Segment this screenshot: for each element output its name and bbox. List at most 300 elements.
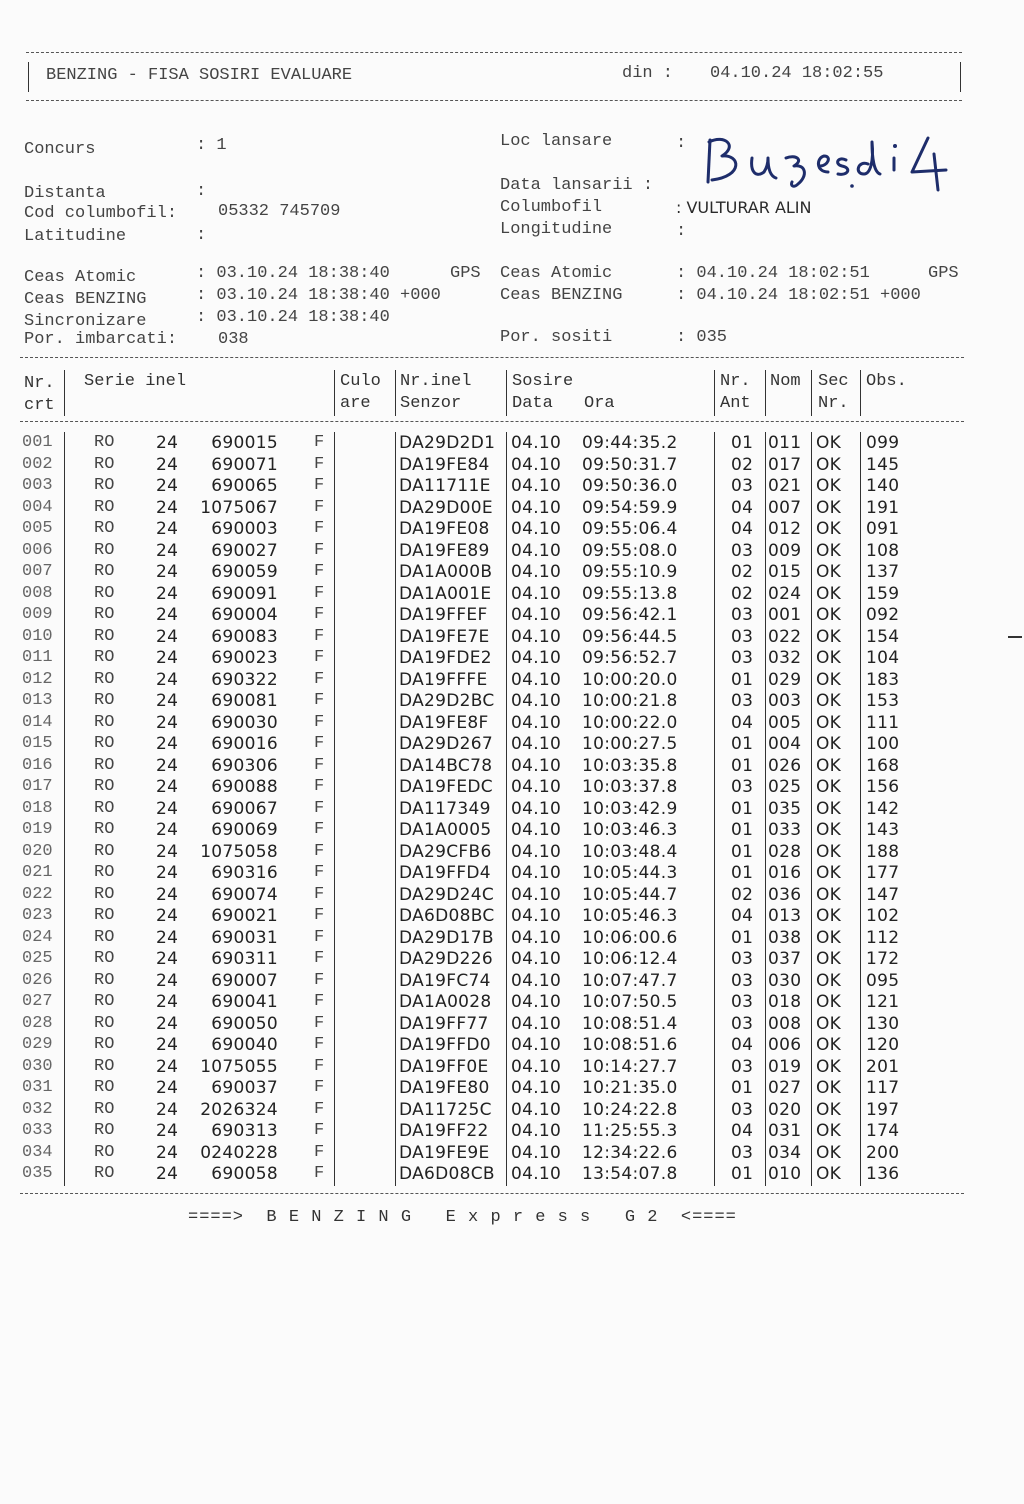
cell-obs: 153: [866, 691, 900, 711]
cell-nom: 032: [768, 648, 802, 668]
cell-country: RO: [94, 670, 115, 689]
cell-ant: 03: [731, 1100, 754, 1120]
cell-year: 24: [156, 777, 179, 797]
cell-senzor: DA19FE7E: [399, 627, 490, 647]
cell-country: RO: [94, 648, 115, 667]
cell-date: 04.10: [511, 906, 562, 926]
cell-sec: OK: [816, 648, 842, 668]
cell-crt: 003: [22, 476, 53, 495]
cell-year: 24: [156, 541, 179, 561]
cell-senzor: DA19FE9E: [399, 1143, 490, 1163]
cell-senzor: DA29D24C: [399, 885, 495, 905]
cell-sex: F: [314, 476, 325, 495]
cell-ant: 03: [731, 691, 754, 711]
cell-sec: OK: [816, 627, 842, 647]
cell-senzor: DA29D2BC: [399, 691, 495, 711]
header-bottom-border: [26, 100, 962, 101]
cell-country: RO: [94, 541, 115, 560]
cell-year: 24: [156, 799, 179, 819]
cell-sec: OK: [816, 906, 842, 926]
ceas-atomic-left-label: Ceas Atomic: [24, 268, 137, 287]
th-are: are: [340, 394, 371, 413]
cell-year: 24: [156, 498, 179, 518]
cell-year: 24: [156, 906, 179, 926]
cell-ant: 03: [731, 992, 754, 1012]
cell-date: 04.10: [511, 842, 562, 862]
cell-time: 10:03:37.8: [582, 777, 678, 797]
cell-senzor: DA1A001E: [399, 584, 492, 604]
cell-ant: 03: [731, 605, 754, 625]
cell-obs: 099: [866, 433, 900, 453]
th-ant: Ant: [720, 394, 751, 413]
cell-year: 24: [156, 863, 179, 883]
cell-sex: F: [314, 433, 325, 452]
cell-time: 09:55:10.9: [582, 562, 678, 582]
cell-senzor: DA19FFFE: [399, 670, 488, 690]
cell-country: RO: [94, 1143, 115, 1162]
cell-crt: 010: [22, 627, 53, 646]
cell-sex: F: [314, 1100, 325, 1119]
cell-nom: 013: [768, 906, 802, 926]
cell-crt: 031: [22, 1078, 53, 1097]
cell-sec: OK: [816, 863, 842, 883]
cell-sec: OK: [816, 1164, 842, 1184]
report-date-value: 04.10.24 18:02:55: [710, 64, 884, 83]
cell-nom: 010: [768, 1164, 802, 1184]
cell-time: 09:55:13.8: [582, 584, 678, 604]
th-serie-inel: Serie inel: [84, 372, 187, 391]
cell-ant: 03: [731, 648, 754, 668]
cell-senzor: DA29D267: [399, 734, 493, 754]
cell-obs: 156: [866, 777, 900, 797]
cell-sex: F: [314, 1035, 325, 1054]
cell-ring: 690306: [211, 756, 278, 776]
cell-country: RO: [94, 1164, 115, 1183]
cell-ant: 02: [731, 562, 754, 582]
cell-time: 09:54:59.9: [582, 498, 678, 518]
cell-senzor: DA29D226: [399, 949, 493, 969]
ceas-benzing-left-label: Ceas BENZING: [24, 290, 147, 309]
cell-crt: 006: [22, 541, 53, 560]
cell-obs: 168: [866, 756, 900, 776]
cell-senzor: DA19FF77: [399, 1014, 489, 1034]
cell-nom: 030: [768, 971, 802, 991]
cell-ring: 690037: [211, 1078, 278, 1098]
th-sec: Sec: [818, 372, 849, 391]
cell-sec: OK: [816, 670, 842, 690]
cell-country: RO: [94, 627, 115, 646]
cell-senzor: DA1A000B: [399, 562, 493, 582]
cell-senzor: DA19FFEF: [399, 605, 488, 625]
cell-sec: OK: [816, 799, 842, 819]
cell-sex: F: [314, 1014, 325, 1033]
report-date-label: din :: [622, 64, 674, 83]
cell-date: 04.10: [511, 713, 562, 733]
columbofil-label: Columbofil: [500, 198, 603, 217]
cell-sex: F: [314, 519, 325, 538]
th-obs: Obs.: [866, 372, 907, 391]
cell-senzor: DA19FFD4: [399, 863, 491, 883]
ceas-atomic-right-suffix: GPS: [928, 264, 959, 283]
cell-ring: 1075067: [200, 498, 278, 518]
imbarcati-value: 038: [218, 330, 249, 349]
cell-crt: 030: [22, 1057, 53, 1076]
cell-nom: 019: [768, 1057, 802, 1077]
cell-crt: 024: [22, 928, 53, 947]
cell-crt: 021: [22, 863, 53, 882]
cell-ant: 04: [731, 906, 754, 926]
cell-obs: 120: [866, 1035, 900, 1055]
cell-crt: 017: [22, 777, 53, 796]
table-bottom-border: [20, 1193, 964, 1194]
cell-ring: 690058: [211, 1164, 278, 1184]
distanta-label: Distanta: [24, 184, 106, 203]
cell-senzor: DA19FEDC: [399, 777, 493, 797]
cell-ring: 690021: [211, 906, 278, 926]
cell-date: 04.10: [511, 863, 562, 883]
cell-senzor: DA19FE08: [399, 519, 490, 539]
cell-sex: F: [314, 1164, 325, 1183]
cell-crt: 016: [22, 756, 53, 775]
cell-time: 10:03:42.9: [582, 799, 678, 819]
cell-crt: 033: [22, 1121, 53, 1140]
ceas-benzing-left-value: : 03.10.24 18:38:40 +000: [196, 286, 441, 305]
sincronizare-label: Sincronizare: [24, 312, 147, 331]
cell-year: 24: [156, 433, 179, 453]
cell-ant: 03: [731, 971, 754, 991]
cell-year: 24: [156, 734, 179, 754]
cell-sec: OK: [816, 541, 842, 561]
col-sep-ant-body: [714, 432, 715, 1186]
cell-ant: 02: [731, 584, 754, 604]
header-right-border: [960, 62, 961, 92]
cell-time: 10:08:51.6: [582, 1035, 678, 1055]
cell-date: 04.10: [511, 992, 562, 1012]
cell-sec: OK: [816, 885, 842, 905]
cell-sex: F: [314, 949, 325, 968]
cell-sex: F: [314, 777, 325, 796]
cell-ring: 690059: [211, 562, 278, 582]
distanta-value: :: [196, 182, 207, 201]
cell-nom: 026: [768, 756, 802, 776]
col-sep-obs-header: [860, 370, 861, 416]
cell-ant: 01: [731, 734, 754, 754]
sositi-value: : 035: [676, 328, 728, 347]
cell-sec: OK: [816, 433, 842, 453]
cell-senzor: DA19FE8F: [399, 713, 489, 733]
cell-senzor: DA19FF0E: [399, 1057, 489, 1077]
cell-sec: OK: [816, 713, 842, 733]
cell-country: RO: [94, 777, 115, 796]
th-crt: crt: [24, 396, 55, 415]
cell-crt: 014: [22, 713, 53, 732]
th-nr-inel: Nr.inel: [400, 372, 472, 391]
cell-sec: OK: [816, 734, 842, 754]
cell-date: 04.10: [511, 1014, 562, 1034]
cell-nom: 037: [768, 949, 802, 969]
cell-time: 10:07:47.7: [582, 971, 678, 991]
cell-senzor: DA11725C: [399, 1100, 492, 1120]
cell-senzor: DA1A0005: [399, 820, 492, 840]
cell-time: 10:05:46.3: [582, 906, 678, 926]
th-ora: Ora: [584, 394, 615, 413]
cell-date: 04.10: [511, 519, 562, 539]
cell-obs: 091: [866, 519, 900, 539]
cell-time: 10:00:20.0: [582, 670, 678, 690]
cell-sec: OK: [816, 777, 842, 797]
cell-sec: OK: [816, 949, 842, 969]
col-sep-sec-header: [811, 370, 812, 416]
cell-country: RO: [94, 734, 115, 753]
cell-year: 24: [156, 1100, 179, 1120]
cell-date: 04.10: [511, 1143, 562, 1163]
cell-sex: F: [314, 541, 325, 560]
cell-senzor: DA29CFB6: [399, 842, 492, 862]
cell-obs: 111: [866, 713, 900, 733]
cell-country: RO: [94, 498, 115, 517]
cell-ant: 01: [731, 1078, 754, 1098]
col-sep-obs-body: [860, 432, 861, 1186]
cell-senzor: DA19FFD0: [399, 1035, 491, 1055]
cell-senzor: DA6D08BC: [399, 906, 495, 926]
cell-date: 04.10: [511, 498, 562, 518]
col-sep-crt-header: [64, 370, 65, 416]
th-sec-nr: Nr.: [818, 394, 849, 413]
cell-obs: 197: [866, 1100, 900, 1120]
cell-country: RO: [94, 799, 115, 818]
cell-ant: 02: [731, 455, 754, 475]
longitudine-value: :: [676, 222, 687, 241]
cell-year: 24: [156, 713, 179, 733]
cell-year: 24: [156, 670, 179, 690]
cell-date: 04.10: [511, 476, 562, 496]
cell-crt: 034: [22, 1143, 53, 1162]
cell-sex: F: [314, 906, 325, 925]
cell-ant: 04: [731, 1121, 754, 1141]
cell-ring: 690311: [211, 949, 278, 969]
cell-nom: 018: [768, 992, 802, 1012]
cell-year: 24: [156, 1078, 179, 1098]
cell-crt: 023: [22, 906, 53, 925]
cell-ant: 04: [731, 498, 754, 518]
th-nom: Nom: [770, 372, 801, 391]
cell-date: 04.10: [511, 971, 562, 991]
ceas-atomic-right-label: Ceas Atomic: [500, 264, 613, 283]
cell-ant: 03: [731, 949, 754, 969]
cell-obs: 112: [866, 928, 900, 948]
cell-sec: OK: [816, 820, 842, 840]
cell-year: 24: [156, 1143, 179, 1163]
th-nr: Nr.: [24, 374, 55, 393]
cell-ring: 690313: [211, 1121, 278, 1141]
cell-ring: 1075058: [200, 842, 278, 862]
cell-year: 24: [156, 885, 179, 905]
cell-date: 04.10: [511, 1121, 562, 1141]
cell-year: 24: [156, 455, 179, 475]
cell-sex: F: [314, 992, 325, 1011]
cell-ant: 03: [731, 476, 754, 496]
cell-obs: 136: [866, 1164, 900, 1184]
cell-obs: 172: [866, 949, 900, 969]
cell-date: 04.10: [511, 1078, 562, 1098]
report-title: BENZING - FISA SOSIRI EVALUARE: [46, 66, 353, 85]
loc-lansare-label: Loc lansare: [500, 132, 613, 151]
cell-nom: 024: [768, 584, 802, 604]
cell-crt: 009: [22, 605, 53, 624]
cell-crt: 025: [22, 949, 53, 968]
cell-obs: 200: [866, 1143, 900, 1163]
col-sep-culo-body: [334, 432, 335, 1186]
cell-crt: 029: [22, 1035, 53, 1054]
cell-senzor: DA14BC78: [399, 756, 493, 776]
cell-ring: 690023: [211, 648, 278, 668]
cell-time: 09:50:36.0: [582, 476, 678, 496]
cell-crt: 007: [22, 562, 53, 581]
cell-sec: OK: [816, 756, 842, 776]
ceas-benzing-right-value: : 04.10.24 18:02:51 +000: [676, 286, 921, 305]
cell-sec: OK: [816, 691, 842, 711]
cell-sec: OK: [816, 1143, 842, 1163]
cell-sec: OK: [816, 605, 842, 625]
cell-country: RO: [94, 949, 115, 968]
cell-nom: 015: [768, 562, 802, 582]
cell-ant: 03: [731, 541, 754, 561]
cell-time: 09:56:44.5: [582, 627, 678, 647]
cell-ring: 690015: [211, 433, 278, 453]
cell-ant: 04: [731, 519, 754, 539]
cell-country: RO: [94, 756, 115, 775]
cell-date: 04.10: [511, 885, 562, 905]
cell-time: 09:55:06.4: [582, 519, 678, 539]
cell-obs: 154: [866, 627, 900, 647]
cell-crt: 008: [22, 584, 53, 603]
cell-date: 04.10: [511, 1100, 562, 1120]
cell-time: 10:21:35.0: [582, 1078, 678, 1098]
cell-country: RO: [94, 1100, 115, 1119]
cell-year: 24: [156, 1057, 179, 1077]
cell-ring: 0240228: [200, 1143, 278, 1163]
cell-sex: F: [314, 1057, 325, 1076]
th-culo: Culo: [340, 372, 381, 391]
cell-time: 09:44:35.2: [582, 433, 678, 453]
cell-ring: 690016: [211, 734, 278, 754]
cell-time: 10:03:35.8: [582, 756, 678, 776]
cell-crt: 002: [22, 455, 53, 474]
cell-date: 04.10: [511, 777, 562, 797]
cell-sex: F: [314, 971, 325, 990]
cell-country: RO: [94, 992, 115, 1011]
cell-obs: 121: [866, 992, 900, 1012]
th-sosire: Sosire: [512, 372, 574, 391]
cell-time: 10:06:12.4: [582, 949, 678, 969]
cell-date: 04.10: [511, 584, 562, 604]
cell-date: 04.10: [511, 1057, 562, 1077]
cell-senzor: DA117349: [399, 799, 491, 819]
cell-ring: 690083: [211, 627, 278, 647]
cell-sec: OK: [816, 455, 842, 475]
cell-sex: F: [314, 562, 325, 581]
cell-year: 24: [156, 1035, 179, 1055]
cell-nom: 004: [768, 734, 802, 754]
cell-ring: 690041: [211, 992, 278, 1012]
cell-nom: 001: [768, 605, 802, 625]
footer-banner: ====> B E N Z I N G E x p r e s s G 2 <====: [188, 1208, 737, 1227]
cell-crt: 028: [22, 1014, 53, 1033]
cell-date: 04.10: [511, 670, 562, 690]
cell-nom: 011: [768, 433, 802, 453]
cell-nom: 012: [768, 519, 802, 539]
cell-nom: 034: [768, 1143, 802, 1163]
col-sep-crt-body: [64, 432, 65, 1186]
cell-time: 10:05:44.3: [582, 863, 678, 883]
cell-senzor: DA1A0028: [399, 992, 492, 1012]
cell-senzor: DA11711E: [399, 476, 491, 496]
cell-ring: 690088: [211, 777, 278, 797]
cell-ant: 01: [731, 863, 754, 883]
cell-date: 04.10: [511, 605, 562, 625]
header-top-border: [26, 52, 962, 53]
cell-country: RO: [94, 433, 115, 452]
cell-nom: 029: [768, 670, 802, 690]
cell-time: 09:50:31.7: [582, 455, 678, 475]
cell-time: 10:00:27.5: [582, 734, 678, 754]
cell-obs: 188: [866, 842, 900, 862]
cell-obs: 102: [866, 906, 900, 926]
col-sep-nom-body: [765, 432, 766, 1186]
cell-sex: F: [314, 885, 325, 904]
cell-date: 04.10: [511, 734, 562, 754]
cell-ring: 690069: [211, 820, 278, 840]
cell-country: RO: [94, 562, 115, 581]
cell-date: 04.10: [511, 949, 562, 969]
cod-columbofil-label: Cod columbofil:: [24, 204, 178, 223]
cell-sec: OK: [816, 1014, 842, 1034]
cell-ring: 2026324: [200, 1100, 278, 1120]
th-nr-ant: Nr.: [720, 372, 751, 391]
col-sep-nom-header: [765, 370, 766, 416]
longitudine-label: Longitudine: [500, 220, 613, 239]
cell-ant: 03: [731, 1057, 754, 1077]
cell-nom: 038: [768, 928, 802, 948]
cell-nom: 016: [768, 863, 802, 883]
cell-year: 24: [156, 562, 179, 582]
cell-time: 13:54:07.8: [582, 1164, 678, 1184]
table-top-border: [20, 357, 964, 358]
cell-senzor: DA29D2D1: [399, 433, 496, 453]
cell-year: 24: [156, 928, 179, 948]
cell-ant: 03: [731, 1014, 754, 1034]
cell-country: RO: [94, 713, 115, 732]
cell-sec: OK: [816, 1078, 842, 1098]
cell-sex: F: [314, 1143, 325, 1162]
cell-crt: 027: [22, 992, 53, 1011]
cell-obs: 183: [866, 670, 900, 690]
th-senzor: Senzor: [400, 394, 462, 413]
col-sep-ant-header: [714, 370, 715, 416]
margin-mark: [1008, 636, 1022, 638]
cell-date: 04.10: [511, 541, 562, 561]
cell-sex: F: [314, 691, 325, 710]
cell-sex: F: [314, 799, 325, 818]
cell-obs: 137: [866, 562, 900, 582]
cell-nom: 008: [768, 1014, 802, 1034]
cell-crt: 032: [22, 1100, 53, 1119]
cell-country: RO: [94, 885, 115, 904]
cell-date: 04.10: [511, 562, 562, 582]
cell-sec: OK: [816, 519, 842, 539]
sositi-label: Por. sositi: [500, 328, 613, 347]
cell-ring: 690003: [211, 519, 278, 539]
